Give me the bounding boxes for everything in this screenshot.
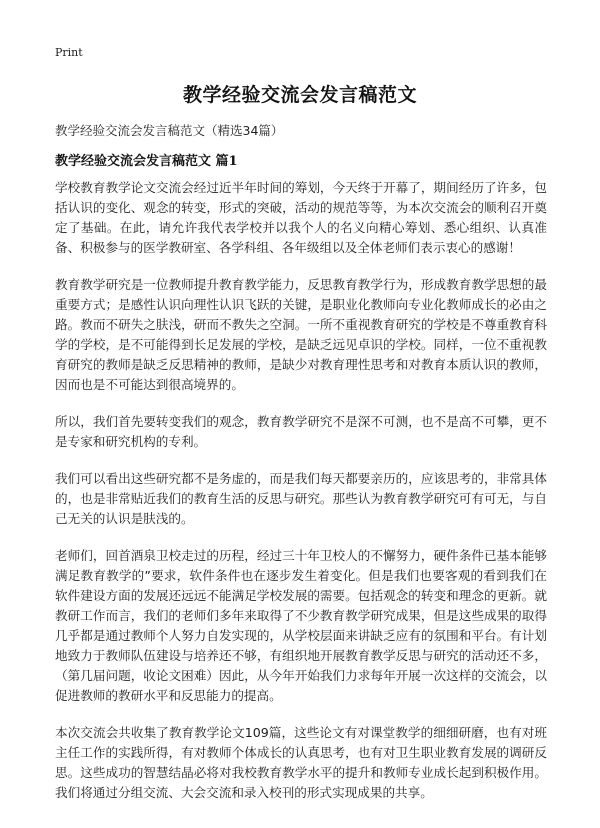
section-heading-text: 教学经验交流会发言稿范文 篇 [55, 154, 229, 169]
section-heading [55, 150, 238, 169]
document-subtitle: 教学经验交流会发言稿范文（精选34篇） [55, 123, 284, 138]
section-heading-number: 1 [228, 154, 238, 169]
print-link[interactable]: Print [55, 46, 83, 59]
paragraph: 学校教育教学论文交流会经过近半年时间的筹划，今天终于开幕了，期间经历了许多，包括认识的变化、观念的转变，形式的突破，活动的规范等等，为本次交流会的顺利召开奠定了基础。在此，请允许我代表学校并以我个人的名义向精心筹划、悉心组织、认真准备、积极参与的医学教研室、各学科组、各年级组以及全体老师们表示衷心的感谢！ [55, 180, 547, 255]
paragraph: 本次交流会共收集了教育教学论文109篇，这些论文有对课堂教学的细细研磨，也有对班主任工作的实践所得，有对教师个体成长的认真思考，也有对卫生职业教育发展的调研反思。这些成功的智慧结晶必将对我校教育教学水平的提升和教师专业成长起到积极作用。我们将通过分组交流、大会交流和录入校刊的形式实现成果的共享。 [55, 725, 547, 800]
document-title: 教学经验交流会发言稿范文 [182, 84, 417, 106]
article-body [55, 178, 547, 820]
paragraph: 所以，我们首先要转变我们的观念，教育教学研究不是深不可测，也不是高不可攀，更不是专家和研究机构的专利。 [55, 414, 547, 449]
paragraph: 教育教学研究是一位教师提升教育教学能力，反思教育教学行为，形成教育教学思想的最重要方式；是感性认识向理性认识飞跃的关键，是职业化教师向专业化教师成长的必由之路。教而不研失之肤浅，研而不教失之空洞。一所不重视教育研究的学校是不尊重教育科学的学校，是不可能得到长足发展的学校，是缺乏远见卓识的学校。同样，一位不重视教育研究的教师是缺乏反思精神的教师，是缺少对教育理性思考和对教育本质认识的教师，因而也是不可能达到很高境界的。 [55, 277, 547, 392]
paragraph: 我们可以看出这些研究都不是务虚的，而是我们每天都要亲历的，应该思考的，非常具体的，也是非常贴近我们的教育生活的反思与研究。那些认为教育教学研究可有可无，与自己无关的认识是肤浅的。 [55, 471, 547, 526]
paragraph: 老师们，回首酒泉卫校走过的历程，经过三十年卫校人的不懈努力，硬件条件已基本能够满足教育教学的”要求，软件条件也在逐步发生着变化。但是我们也要客观的看到我们在软件建设方面的发展还远远不能满足学校发展的需要。包括观念的转变和理念的更新。就教研工作而言，我们的老师们多年来取得了不少教育教学研究成果，但是这些成果的取得几乎都是通过教师个人努力自发实现的，从学校层面来讲缺乏应有的氛围和平台。有计划地致力于教师队伍建设与培养还不够，有组织地开展教育教学反思与研究的活动还不多，（第几届问题，收论文困难）因此，从今年开始我们力求每年开展一次这样的交流会，以促进教师的教研水平和反思能力的提高。 [55, 548, 547, 703]
